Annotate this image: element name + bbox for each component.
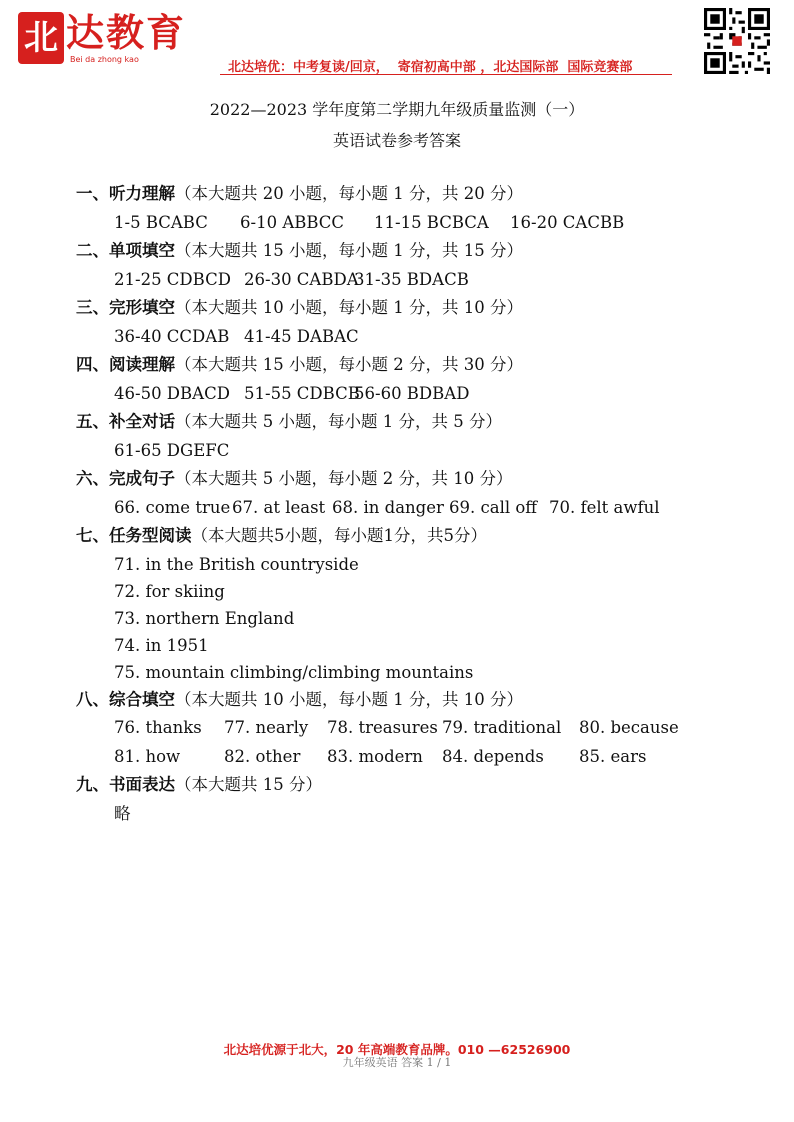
- answer-item: 80. because: [579, 718, 679, 737]
- answer-row: [114, 494, 756, 523]
- logo-text: 达教育: [66, 10, 187, 55]
- section-number: 二、单项填空: [76, 241, 175, 260]
- section-number: 七、任务型阅读: [76, 526, 192, 545]
- page-header: [0, 0, 794, 80]
- section-number: 九、书面表达: [76, 775, 175, 794]
- answer-item: 82. other: [224, 746, 301, 766]
- section-description: （本大题共 5 小题，每小题 1 分，共 5 分）: [175, 412, 502, 431]
- section-heading: [76, 237, 756, 266]
- section-heading: [76, 522, 756, 551]
- answer-item: 16-20 CACBB: [510, 212, 625, 232]
- answer-item: 41-45 DABAC: [244, 326, 359, 346]
- answer-item: 67. at least: [232, 497, 326, 517]
- answer-item: 21-25 CDBCD: [114, 269, 231, 289]
- logo-pinyin: Bei da zhong kao: [70, 55, 139, 64]
- answer-item: 68. in danger: [332, 497, 444, 517]
- answer-sections: [76, 180, 756, 827]
- answer-item: 26-30 CABDA: [244, 269, 359, 289]
- answer-item: 81. how: [114, 746, 181, 766]
- answer-line: 74. in 1951: [114, 635, 209, 655]
- footer-slogan: 北达培优源于北大，20 年高端教育品牌。010 —62526900: [223, 1042, 571, 1057]
- answer-item: 36-40 CCDAB: [114, 326, 230, 346]
- answer-item: 51-55 CDBCB: [244, 383, 360, 403]
- answer-item: 69. call off: [449, 497, 538, 517]
- section-description: （本大题共 10 小题，每小题 1 分，共 10 分）: [175, 689, 523, 709]
- answer-key-title: 英语试卷参考答案: [332, 131, 461, 150]
- answer-item: 77. nearly: [224, 718, 309, 737]
- section-number: 三、完形填空: [76, 298, 175, 317]
- answer-item: 11-15 BCBCA: [374, 212, 489, 232]
- answer-item: 85. ears: [579, 746, 647, 766]
- answer-row: [114, 743, 756, 772]
- answer-row: [114, 437, 756, 466]
- answer-item: 31-35 BDACB: [354, 269, 469, 289]
- answer-line: 72. for skiing: [114, 581, 225, 601]
- header-divider: [220, 74, 672, 75]
- section-heading: [76, 465, 756, 494]
- section-description: （本大题共 15 分）: [175, 775, 322, 794]
- answer-item: 70. felt awful: [549, 497, 660, 517]
- section-description: （本大题共 10 小题，每小题 1 分，共 10 分）: [175, 298, 523, 317]
- answer-row: [114, 714, 756, 743]
- section-number: 八、综合填空: [76, 689, 175, 709]
- section-description: （本大题共5小题，每小题1分，共5分）: [191, 526, 487, 545]
- answer-line: 略: [114, 803, 131, 823]
- answer-item: 56-60 BDBAD: [354, 383, 470, 403]
- answer-row: [114, 209, 756, 238]
- answer-row: [114, 266, 756, 295]
- answer-line: 73. northern England: [114, 608, 295, 628]
- section-heading: [76, 294, 756, 323]
- section-number: 一、听力理解: [76, 184, 175, 203]
- answer-row: [114, 323, 756, 352]
- section-heading: [76, 351, 756, 380]
- qr-code-icon: [704, 8, 770, 74]
- section-description: （本大题共 15 小题，每小题 1 分，共 15 分）: [175, 241, 523, 260]
- section-heading: [76, 771, 756, 800]
- answer-line: 71. in the British countryside: [114, 554, 359, 574]
- answer-item: 61-65 DGEFC: [114, 440, 230, 460]
- answer-item: 79. traditional: [442, 718, 562, 737]
- section-heading: [76, 686, 756, 715]
- answer-row: [114, 380, 756, 409]
- answer-item: 76. thanks: [114, 718, 202, 737]
- section-description: （本大题共 5 小题，每小题 2 分，共 10 分）: [175, 469, 513, 488]
- section-number: 六、完成句子: [76, 469, 175, 488]
- page-number: 九年级英语 答案 1 / 1: [342, 1056, 452, 1069]
- answer-item: 78. treasures: [327, 718, 438, 737]
- answer-item: 46-50 DBACD: [114, 383, 230, 403]
- answer-item: 84. depends: [442, 746, 544, 766]
- section-description: （本大题共 20 小题，每小题 1 分，共 20 分）: [175, 184, 523, 203]
- section-heading: [76, 180, 756, 209]
- section-description: （本大题共 15 小题，每小题 2 分，共 30 分）: [175, 355, 523, 374]
- answer-item: 1-5 BCABC: [114, 212, 208, 232]
- answer-item: 83. modern: [327, 746, 423, 766]
- section-number: 五、补全对话: [76, 412, 175, 431]
- answer-item: 66. come true: [114, 497, 231, 517]
- logo-seal: 北: [18, 12, 64, 64]
- answer-item: 6-10 ABBCC: [240, 212, 345, 232]
- header-slogan: 北达培优：中考复读/回京， 寄宿初高中部 ，北达国际部 国际竞赛部: [228, 60, 633, 75]
- section-heading: [76, 408, 756, 437]
- answer-line: 75. mountain climbing/climbing mountains: [114, 662, 474, 682]
- exam-title: 2022—2023 学年度第二学期九年级质量监测（一）: [209, 100, 585, 119]
- section-number: 四、阅读理解: [76, 355, 175, 374]
